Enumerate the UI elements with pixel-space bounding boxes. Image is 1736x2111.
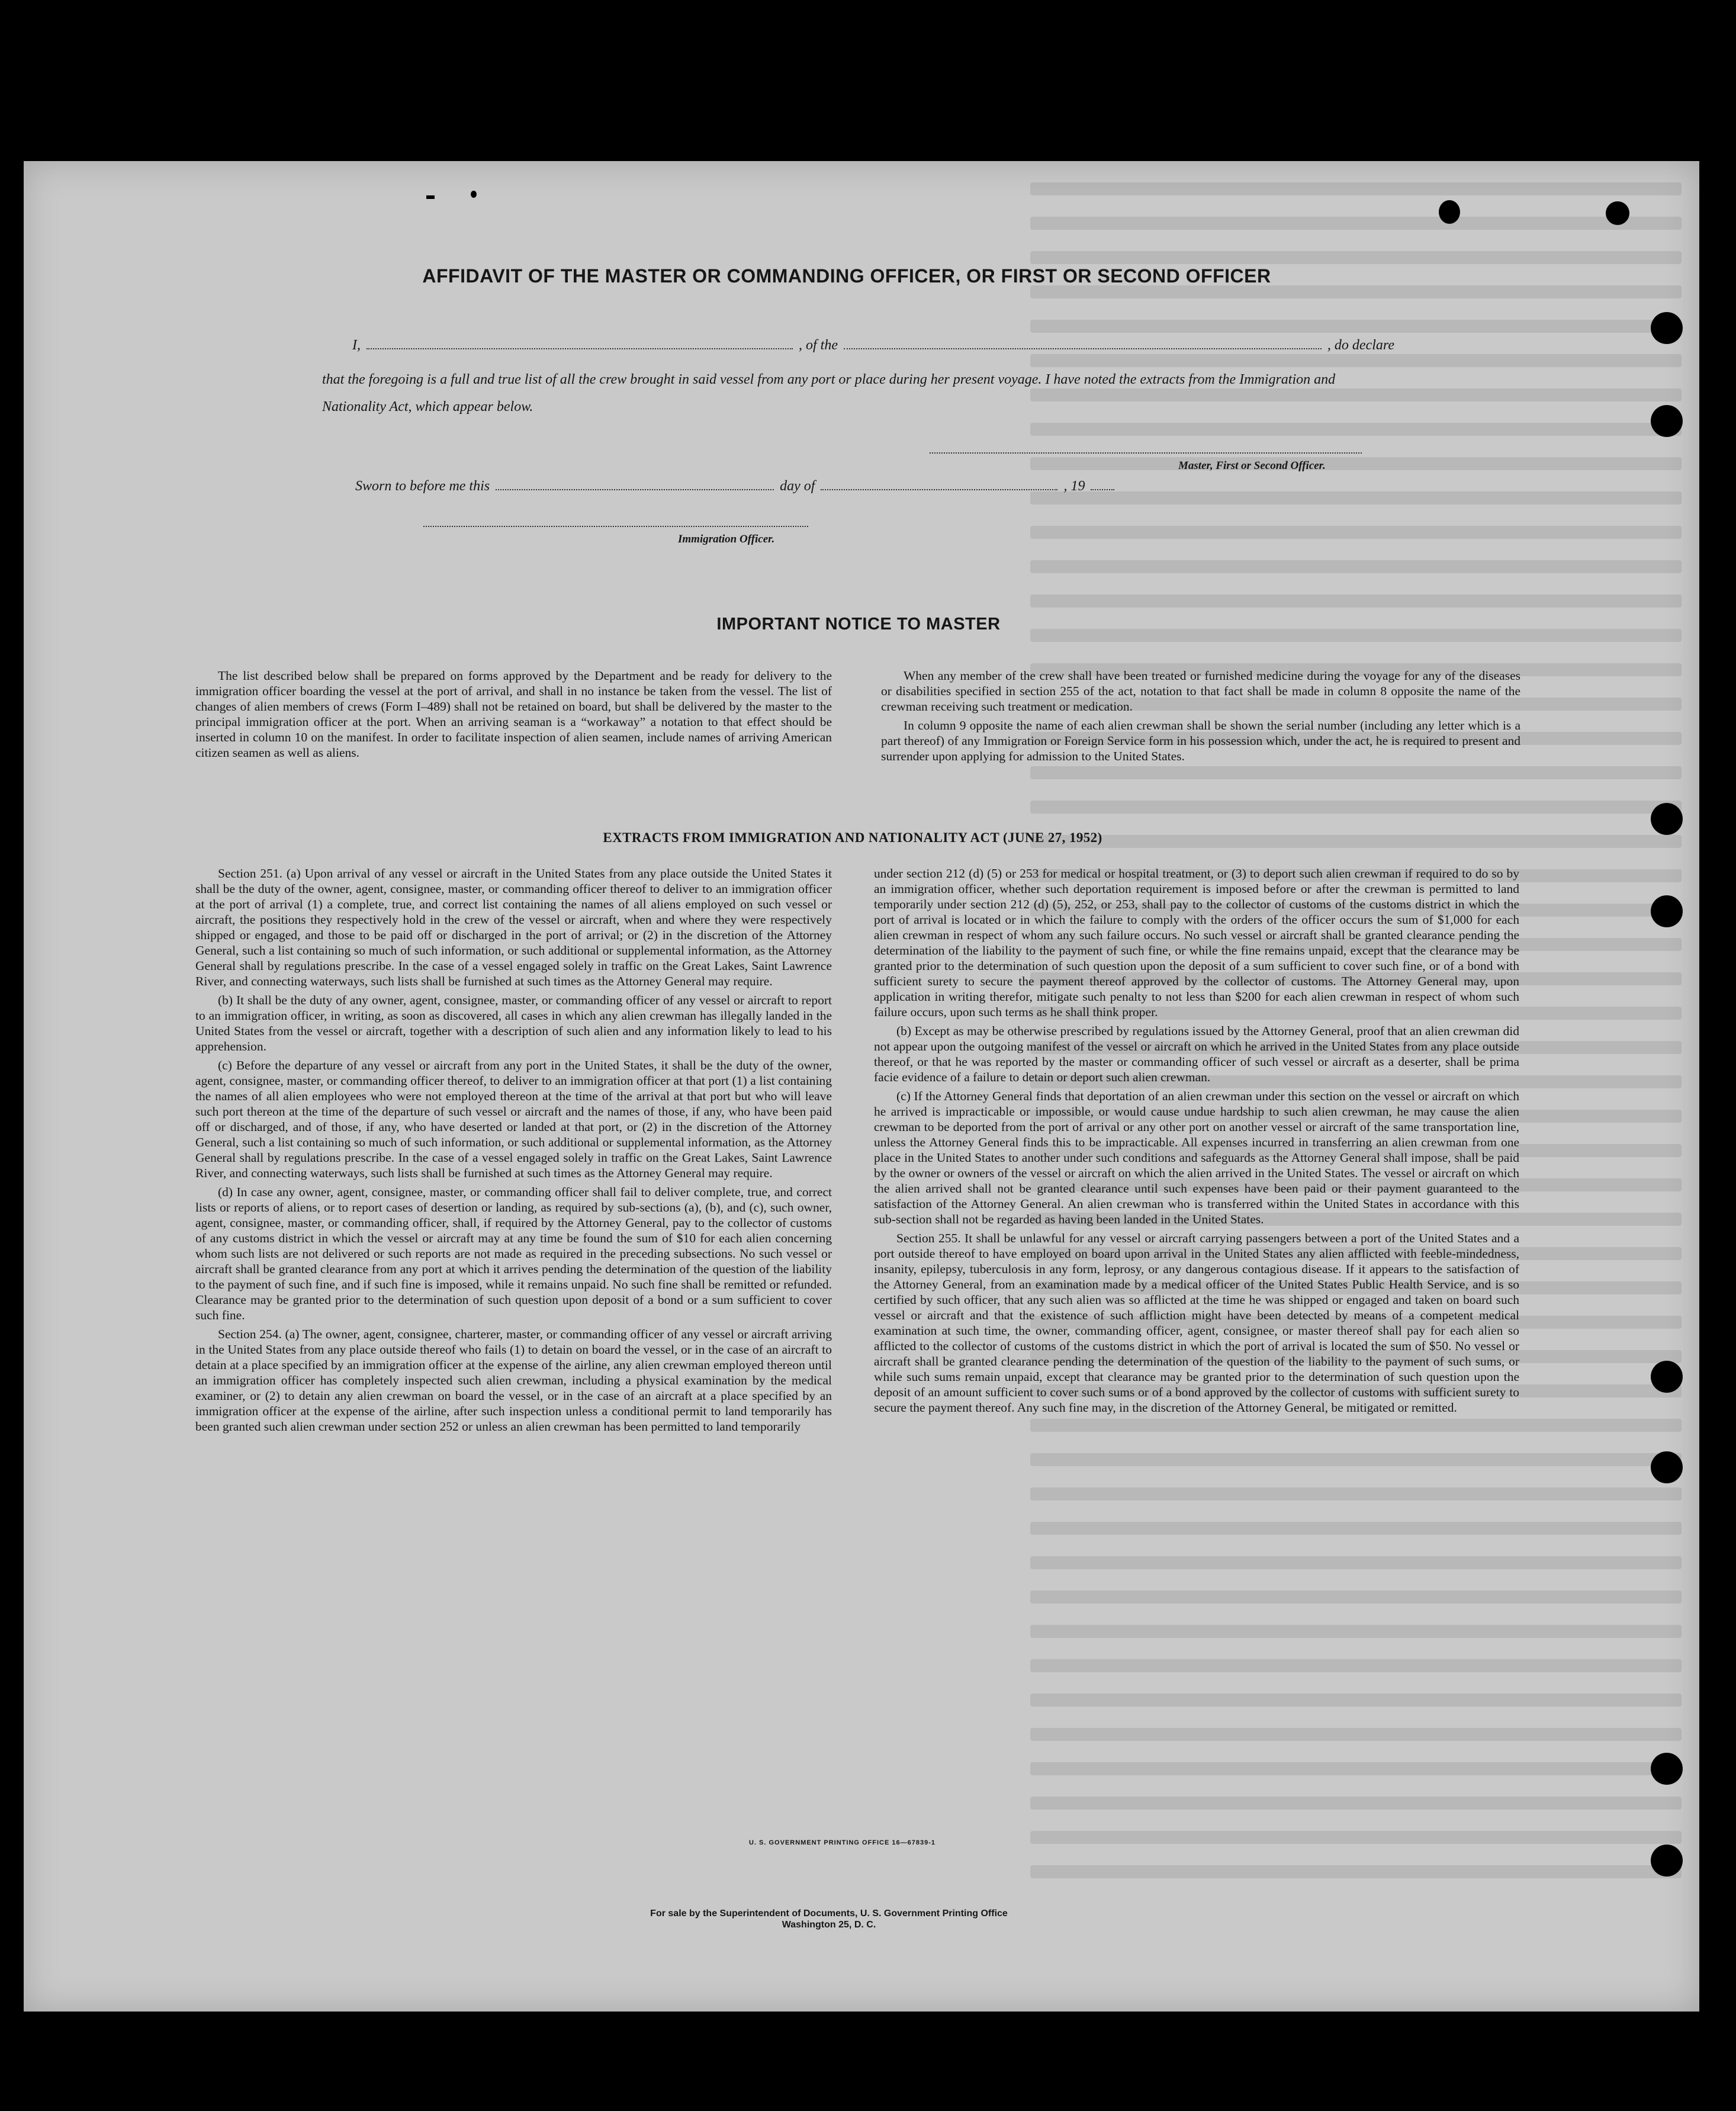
punch-hole: [1651, 1845, 1683, 1877]
punch-hole: [1651, 1753, 1683, 1785]
sworn-month-field[interactable]: [821, 489, 1057, 490]
section-254a-paragraph: Section 254. (a) The owner, agent, consignee, charterer, master, or commanding officer of any vessel or aircraft arriving in the United States from any place outside thereof who fails (1) to detain on board the vessel, or in the case of an aircraft to detain at a place specified by an immigration officer at the expense of the airline, any alien crewman employed thereon until an immigration officer has completely inspected such alien crewman, including a physical examination by the medical examiner, or (2) to detain any alien crewman on board the vessel, or in the case of an aircraft at a place specified by an immigration officer at the expense of the airline, after such inspection unless a conditional permit to land temporarily has been granted such alien crewman under section 252 or unless an alien crewman has been permitted to land temporarily: [195, 1327, 832, 1434]
notice-right-column: [881, 668, 1520, 767]
section-251a-paragraph: Section 251. (a) Upon arrival of any vessel or aircraft in the United States from any place outside the United States it shall be the duty of the owner, agent, consignee, master, or commanding officer thereof to deliver to an immigration officer at the port of arrival (1) a complete, true, and correct list containing the names of all aliens employed on such vessel or aircraft, the positions they respectively hold in the crew of the vessel or aircraft, when and where they were respectively shipped or engaged, and those to be paid off or discharged in the port of arrival; or (2) in the discretion of the Attorney General, such a list containing so much of such information, or such additional or supplemental information, as the Attorney General shall by regulations prescribe. In the case of a vessel engaged solely in traffic on the Great Lakes, Saint Lawrence River, and connecting waterways, such lists shall be furnished at such times as the Attorney General may require.: [195, 866, 832, 988]
extracts-title: EXTRACTS FROM IMMIGRATION AND NATIONALITY ACT (JUNE 27, 1952): [603, 830, 1102, 845]
punch-hole: [1651, 312, 1683, 344]
extracts-left-column: [195, 866, 832, 1438]
immigration-officer-signature-field[interactable]: [423, 526, 808, 527]
section-251b-paragraph: (b) It shall be the duty of any owner, agent, consignee, master, or commanding officer of any vessel or aircraft to report to an immigration officer, in writing, as soon as discovered, all cases in which any alien crewman has illegally landed in the United States from the vessel or aircraft, together with a description of such alien and any information likely to lead to his apprehension.: [195, 993, 832, 1053]
notice-title: IMPORTANT NOTICE TO MASTER: [716, 615, 1001, 634]
immigration-officer-label: Immigration Officer.: [678, 533, 775, 545]
vessel-name-field[interactable]: [844, 348, 1322, 349]
master-signature-label: Master, First or Second Officer.: [1178, 460, 1326, 472]
punch-hole: [1651, 405, 1683, 437]
punch-hole: [1651, 1451, 1683, 1483]
i-label: I,: [352, 338, 361, 353]
notice-paragraph: The list described below shall be prepared on forms approved by the Department and be ready for delivery to the immigration officer boarding the vessel at the port of arrival, and shall in no instance be taken from the vessel. The list of changes of alien members of crews (Form I–489) shall not be retained on board, but shall be delivered by the master to the principal immigration officer at the port. When an arriving seaman is a “workaway” a notation to that effect should be inserted in column 10 on the manifest. In order to facilitate inspection of alien seamen, include names of arriving American citizen seamen as well as aliens.: [195, 669, 832, 760]
notice-paragraph: When any member of the crew shall have been treated or furnished medicine during the voyage for any of the diseases or disabilities specified in section 255 of the act, notation to that fact shall be made in column 8 opposite the name of the crewman receiving such treatment or medication.: [881, 669, 1520, 714]
section-254a-continued-paragraph: under section 212 (d) (5) or 253 for medical or hospital treatment, or (3) to deport such alien crewman if required to do so by an immigration officer, whether such deportation requirement is imposed before or after the crewman is permitted to land temporarily under section 212 (d) (5), 252, or 253, shall pay to the collector of customs of the customs district in which the port of arrival is located or in which the failure to comply with the orders of the officer occurs the sum of $1,000 for each alien crewman in respect of whom any such failure occurs. No such vessel or aircraft shall be granted clearance pending the determination of the liability to the payment of such fine, or while the fine remains unpaid, except that the clearance may be granted prior to the determination of such question upon the deposit of a sum sufficient to cover such fine, or of a bond with sufficient surety to secure the payment thereof approved by the collector of customs. The Attorney General may, upon application in writing therefor, mitigate such penalty to not less than $200 for each alien crewman in respect of whom such failure occurs, upon such terms as he shall think proper.: [874, 866, 1519, 1019]
sworn-year-field[interactable]: [1091, 489, 1114, 490]
sworn-day-field[interactable]: [496, 489, 774, 490]
notice-left-column: [195, 668, 832, 764]
ink-mark: [426, 195, 435, 199]
section-254c-paragraph: (c) If the Attorney General finds that deportation of an alien crewman under this section on the vessel or aircraft on which he arrived is impracticable or impossible, or would cause undue hardship to such alien crewman, he may cause the alien crewman to be deported from the port of arrival or any other port on another vessel or aircraft of the same transportation line, unless the Attorney General finds this to be impracticable. All expenses incurred in transferring an alien crewman from one place in the United States to another under such conditions and safeguards as the Attorney General shall impose, shall be paid by the owner or owners of the vessel or aircraft on which the alien arrived in the United States. The vessel or aircraft on which the alien arrived shall not be granted clearance until such expenses have been paid or their payment guaranteed to the satisfaction of the Attorney General. An alien crewman who is transferred within the United States in accordance with this sub-section shall not be regarded as having been landed in the United States.: [874, 1089, 1519, 1226]
footer-line-1: For sale by the Superintendent of Documents, U. S. Government Printing Office: [650, 1908, 1008, 1919]
of-the-label: , of the: [799, 338, 838, 353]
notice-paragraph: In column 9 opposite the name of each alien crewman shall be shown the serial number (including any letter which is a part thereof) of any Immigration or Foreign Service form in his possession which, under the act, he is required to present and surrender upon applying for admission to the United States.: [881, 718, 1520, 763]
ink-blot: [1439, 200, 1460, 224]
declarant-line: [352, 338, 1394, 354]
affidavit-title: AFFIDAVIT OF THE MASTER OR COMMANDING OFFICER, OR FIRST OR SECOND OFFICER: [422, 265, 1271, 287]
master-signature-field[interactable]: [930, 452, 1362, 455]
section-254b-paragraph: (b) Except as may be otherwise prescribed by regulations issued by the Attorney General, proof that an alien crewman did not appear upon the outgoing manifest of the vessel or aircraft on which he arrived in the United States from any place outside thereof, or that he was reported by the master or commanding officer of such vessel or aircraft as a deserter, shall be prima facie evidence of a failure to detain or deport such alien crewman.: [874, 1024, 1519, 1084]
section-251c-paragraph: (c) Before the departure of any vessel or aircraft from any port in the United States, it shall be the duty of the owner, agent, consignee, master, or commanding officer thereof, to deliver to an immigration officer at that port (1) a list containing the names of all alien employees who were not employed thereon at the time of the arrival at that port but who will leave such port thereon at the time of the departure of such vessel or aircraft and the names of those, if any, who have been paid off or discharged, and of those, if any, who have deserted or landed at that port, or (2) in the discretion of the Attorney General, such a list containing so much of such information, or such additional or supplemental information, as the Attorney General shall by regulations prescribe. In the case of a vessel engaged solely in traffic on the Great Lakes, Saint Lawrence River, and connecting waterways, such lists shall be furnished at such times as the Attorney General may require.: [195, 1058, 832, 1180]
punch-hole: [1606, 201, 1629, 225]
day-of-label: day of: [780, 478, 815, 494]
section-251d-paragraph: (d) In case any owner, agent, consignee, master, or commanding officer shall fail to deliver complete, true, and correct lists or reports of aliens, or to report cases of desertion or landing, as required by sub-sections (a), (b), and (c), such owner, agent, consignee, master, or commanding officer, shall, if required by the Attorney General, pay to the collector of customs of any customs district in which the vessel or aircraft may at any time be found the sum of $10 for each alien concerning whom such lists are not delivered or such reports are not made as required in the preceding subsections. No such vessel or aircraft shall be granted clearance from any port at which it arrives pending the determination of the question of the liability to the payment of such fine, and if such fine is imposed, while it remains unpaid. No such fine shall be remitted or refunded. Clearance may be granted prior to the determination of such question upon deposit of a bond or a sum sufficient to cover such fine.: [195, 1185, 832, 1322]
footer: [622, 1908, 1036, 1930]
sworn-line: [355, 478, 1125, 494]
declarant-name-field[interactable]: [367, 348, 793, 349]
extracts-right-column: [874, 866, 1519, 1419]
sworn-label: Sworn to before me this: [355, 478, 490, 494]
year-label: , 19: [1063, 478, 1085, 494]
punch-hole: [1651, 1361, 1683, 1393]
section-255-paragraph: Section 255. It shall be unlawful for any vessel or aircraft carrying passengers between a port of the United States and a port outside thereof to have employed on board upon arrival in the United States any alien afflicted with feeble-mindedness, insanity, epilepsy, tuberculosis in any form, leprosy, or any dangerous contagious disease. If it appears to the satisfaction of the Attorney General, from an examination made by a medical officer of the United States Public Health Service, and is so certified by such officer, that any such alien was so afflicted at the time he was shipped or engaged and taken on board such vessel or aircraft and that the existence of such affliction might have been detected by means of a competent medical examination at such time, the owner, commanding officer, agent, consignee, or master thereof shall pay for each alien so afflicted to the collector of customs of the customs district in which the port of arrival is located the sum of $50. No vessel or aircraft shall be granted clearance pending the determination of the question of the liability to the payment of such sums, or while such sums remain unpaid, except that clearance may be granted prior to the determination of such question upon the deposit of an amount sufficient to cover such sums or of a bond approved by the collector of customs with sufficient surety to secure the payment thereof. Any such fine may, in the discretion of the Attorney General, be mitigated or remitted.: [874, 1231, 1519, 1415]
printing-office-line: U. S. GOVERNMENT PRINTING OFFICE 16—67839-1: [749, 1839, 936, 1846]
punch-hole: [1651, 803, 1683, 835]
footer-line-2: Washington 25, D. C.: [782, 1920, 876, 1930]
do-declare-label: , do declare: [1327, 338, 1394, 353]
ink-mark: [471, 191, 477, 198]
punch-hole: [1651, 895, 1683, 927]
declaration-text: that the foregoing is a full and true list of all the crew brought in said vessel from any port or place during her present voyage. I have noted the extracts from the Immigration and Nationality Act, which appear below.: [322, 372, 1336, 415]
